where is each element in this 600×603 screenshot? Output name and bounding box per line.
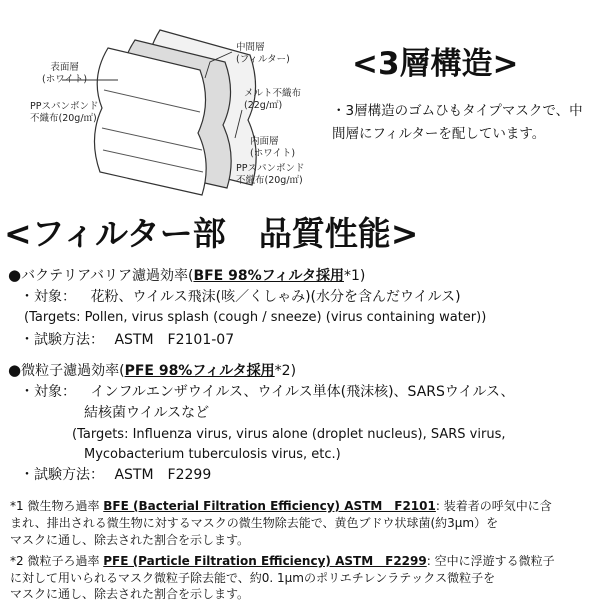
bfe-target-en: (Targets: Pollen, virus splash (cough / sneeze) (virus containing water)) <box>24 310 487 325</box>
pfe-target-label: ・対象： <box>20 384 76 400</box>
structure-description: ・3層構造のゴムひもタイプマスクで、中間層にフィルターを配しています。 <box>332 103 583 142</box>
footnote-1-rest: : 装着者の呼気中に含 <box>435 499 552 513</box>
footnote-2-line-3: マスクに通し、除去された割合を示します。 <box>10 587 250 601</box>
footnote-1-key: BFE (Bacterial Filtration Efficiency) ASTM F2101 <box>103 499 436 513</box>
middle-layer-material-weight: (22g/㎡) <box>244 100 283 111</box>
footnote-2-key: PFE (Particle Filtration Efficiency) ASTM F2299 <box>103 554 427 568</box>
inner-layer-material <box>236 163 304 187</box>
pfe-name: 微粒子濾過効率( <box>21 363 125 379</box>
bfe-target-value: 花粉、ウイルス飛沫(咳／くしゃみ)(水分を含んだウイルス) <box>90 289 461 305</box>
footnote-2-rest: : 空中に浮遊する微粒子 <box>426 554 555 568</box>
outer-layer-name: 表面層 <box>50 62 79 73</box>
bfe-bullet: ● <box>8 266 22 284</box>
pfe-method-label: ・試験方法： <box>20 467 104 483</box>
pfe-bullet: ● <box>8 361 22 379</box>
middle-layer-label <box>236 42 290 66</box>
outer-layer-label <box>42 62 87 86</box>
footnote-1-line-3: マスクに通し、除去された割合を示します。 <box>10 533 250 547</box>
pfe-target-value-2: 結核菌ウイルスなど <box>84 405 210 421</box>
layer-structure-diagram <box>0 0 330 205</box>
middle-layer-role: (フィルター) <box>236 54 290 65</box>
pfe-heading <box>8 361 296 380</box>
middle-layer-material-type: メルト不織布 <box>244 88 302 99</box>
pfe-target-en-1: (Targets: Influenza virus, virus alone (droplet nucleus), SARS virus, <box>72 427 506 442</box>
outer-layer-color: (ホワイト) <box>42 74 88 85</box>
footnote-2-prefix: *2 微粒子ろ過率 <box>10 554 104 568</box>
bfe-name: バクテリアバリア濾過効率( <box>21 268 194 284</box>
bfe-method <box>20 331 234 349</box>
bfe-heading <box>8 266 365 285</box>
footnote-1-line-1 <box>10 498 552 515</box>
quality-section-title: <フィルター部 品質性能> <box>4 214 419 253</box>
pfe-method-value: ASTM F2299 <box>114 467 212 483</box>
inner-layer-name: 内面層 <box>250 136 279 147</box>
outer-layer-material <box>30 101 98 125</box>
footnote-1-prefix: *1 微生物ろ過率 <box>10 499 104 513</box>
pfe-target <box>20 383 514 401</box>
structure-title: <3層構造> <box>352 46 519 82</box>
bfe-method-value: ASTM F2101-07 <box>114 332 235 348</box>
inner-layer-color: (ホワイト) <box>250 148 296 159</box>
pfe-key: PFE 98%フィルタ採用 <box>124 363 275 379</box>
outer-layer-material-weight: 不織布(20g/㎡) <box>30 113 97 124</box>
outer-layer-material-type: PPスパンボンド <box>30 101 99 112</box>
footnote-2-line-1 <box>10 553 555 570</box>
bfe-target <box>20 288 461 306</box>
pfe-note: *2) <box>274 363 297 379</box>
bfe-target-label: ・対象： <box>20 289 76 305</box>
footnote-2-line-2: に対して用いられるマスク微粒子除去能で、約0. 1μmのポリエチレンラテックス微粒子を <box>10 571 496 585</box>
inner-layer-material-type: PPスパンボンド <box>236 163 305 174</box>
inner-layer-label <box>250 136 295 160</box>
pfe-target-value-1: インフルエンザウイルス、ウイルス単体(飛沫核)、SARSウイルス、 <box>90 384 515 400</box>
inner-layer-material-weight: 不織布(20g/㎡) <box>236 175 303 186</box>
bfe-key: BFE 98%フィルタ採用 <box>193 268 344 284</box>
middle-layer-material <box>244 88 301 112</box>
footnote-1-line-2: まれ、排出される微生物に対するマスクの微生物除去能で、黄色ブドウ状球菌(約3μm）を <box>10 516 499 530</box>
pfe-method <box>20 466 211 484</box>
pfe-target-en-2: Mycobacterium tuberculosis virus, etc.) <box>84 447 341 462</box>
middle-layer-name: 中間層 <box>236 42 265 53</box>
bfe-note: *1) <box>343 268 366 284</box>
bfe-method-label: ・試験方法： <box>20 332 104 348</box>
